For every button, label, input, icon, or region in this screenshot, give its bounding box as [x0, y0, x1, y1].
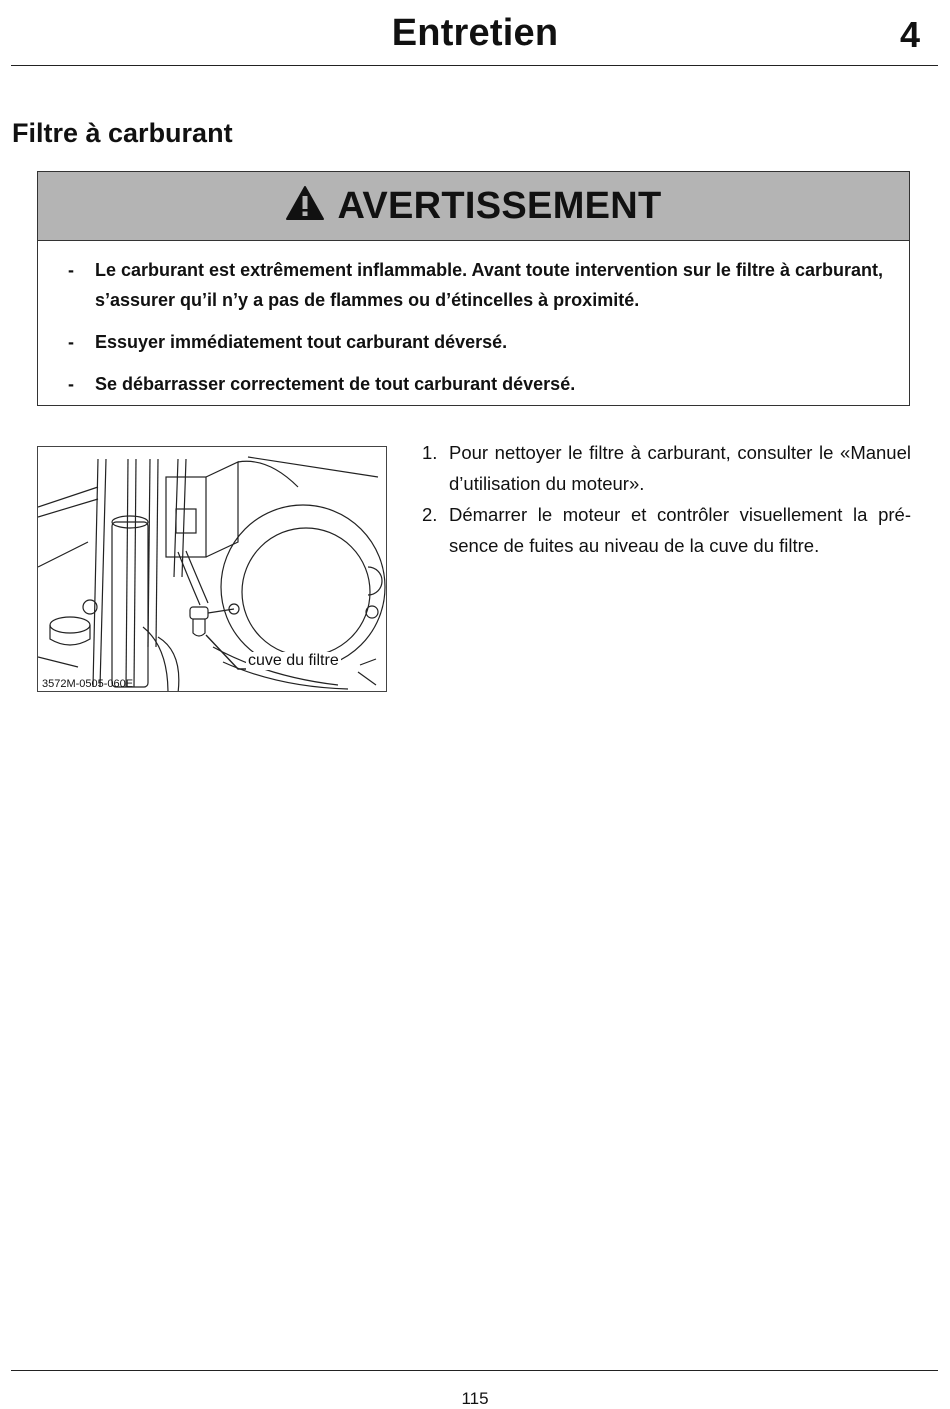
footer-rule — [11, 1370, 938, 1371]
section-title: Filtre à carburant — [12, 118, 233, 148]
warning-header — [38, 172, 909, 241]
warning-item-text: Essuyer immédiatement tout carburant déversé. — [95, 332, 508, 352]
figure-callout-label: cuve du filtre — [248, 652, 339, 669]
warning-title: AVERTISSEMENT — [337, 184, 662, 227]
warning-box — [37, 171, 910, 406]
figure-code: 3572M-0505-060E — [42, 678, 134, 690]
page-title: Entretien — [391, 12, 559, 54]
warning-item: - Essuyer immédiatement tout carburant déversé. — [68, 332, 508, 352]
procedure-step-text: Démarrer le moteur et contrôler visuellement la présence de fuites au niveau de la cuve du filtre. — [449, 504, 911, 556]
warning-item-text: Le carburant est extrêmement inflammable. Avant toute intervention sur le filtre à carburant, s’assurer qu’il n’y a pas de flammes ou d’étincelles à proximité. — [95, 260, 883, 310]
procedure-step: 1. Pour nettoyer le filtre à carburant, consulter le «Manuel d’utilisation du moteur». — [422, 442, 911, 494]
warning-item: - Le carburant est extrêmement inflammable. Avant toute intervention sur le filtre à carburant, s’assurer qu’il n’y a pas de flammes ou d’étincelles à proximité. — [68, 260, 883, 310]
fuel-filter-illustration — [37, 446, 387, 692]
warning-item-text: Se débarrasser correctement de tout carburant déversé. — [95, 374, 576, 394]
warning-item: - Se débarrasser correctement de tout carburant déversé. — [68, 374, 576, 394]
warning-list — [38, 241, 909, 399]
procedure-step-text: Pour nettoyer le filtre à carburant, consulter le «Manuel d’utilisation du moteur». — [449, 442, 911, 494]
header-rule — [11, 65, 938, 66]
chapter-number: 4 — [899, 14, 920, 55]
procedure-step: 2. Démarrer le moteur et contrôler visuellement la présence de fuites au niveau de la cuve du filtre. — [422, 504, 911, 556]
procedure-steps — [422, 437, 911, 561]
warning-triangle-icon — [285, 185, 325, 221]
page-number: 115 — [461, 1389, 489, 1408]
